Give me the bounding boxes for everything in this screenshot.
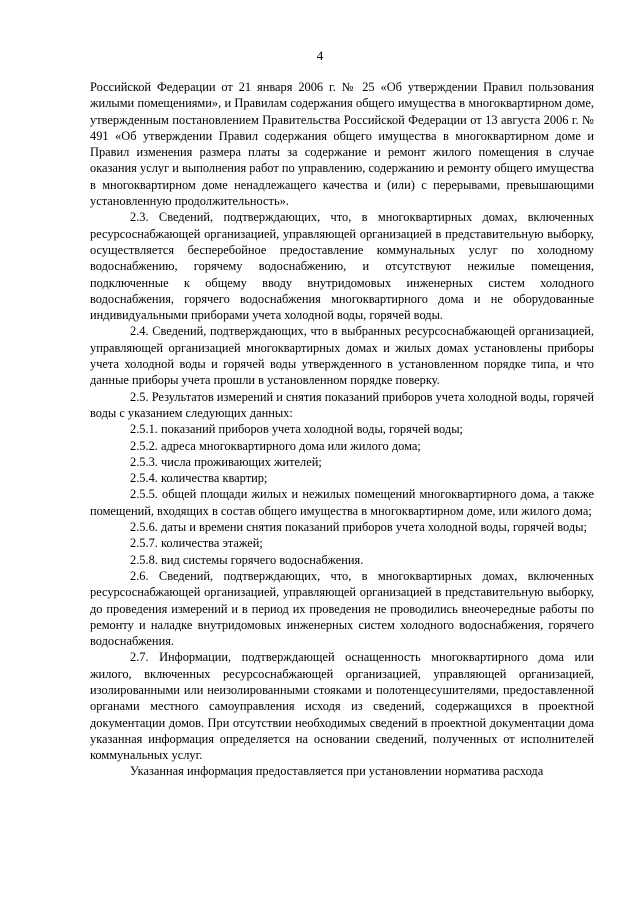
paragraph-2-5-3: 2.5.3. числа проживающих жителей; — [130, 454, 322, 469]
paragraph-2-5-4: 2.5.4. количества квартир; — [130, 471, 268, 486]
paragraph-2-4: 2.4. Сведений, подтверждающих, что в выбранных ресурсоснабжающей организацией, управляющей организацией многоквартирных домах и жилых домах установлены приборы учета холодной воды и горячей воды утвержденного в установленном порядке типа, и что данные приборы учета прошли в установленном порядке поверку. — [90, 324, 594, 388]
paragraph-2-7: 2.7. Информации, подтверждающей оснащенность многоквартирного дома или жилого, включенных ресурсоснабжающей организацией, управляющей организацией, изолированными или неизолированными стояками и полотенцесушителями, предоставленной органами местного самоуправления исходя из сведений, содержащихся в проектной документации домов. При отсутствии необходимых сведений в проектной документации дома указанная информация определяется на основании сведений, полученных от исполнителей коммунальных услуг. — [90, 650, 594, 763]
document-body — [90, 79, 594, 780]
paragraph-2-5-5: 2.5.5. общей площади жилых и нежилых помещений многоквартирного дома, а также помещений, входящих в состав общего имущества в многоквартирном доме, или жилого дома; — [90, 487, 594, 518]
paragraph-2-3: 2.3. Сведений, подтверждающих, что, в многоквартирных домах, включенных ресурсоснабжающей организацией, управляющей организацией в представительную выборку, осуществляется бесперебойное предоставление коммунальных услуг по холодному водоснабжению, горячему водоснабжению, и отсутствуют нежилые помещения, подключенные к общему вводу внутридомовых инженерных систем холодного водоснабжения, горячего водоснабжения многоквартирного дома и не оборудованные индивидуальными приборами учета холодной воды, горячей воды. — [90, 210, 594, 323]
paragraph-2-5-2: 2.5.2. адреса многоквартирного дома или жилого дома; — [130, 438, 421, 453]
paragraph-2-5-8: 2.5.8. вид системы горячего водоснабжения. — [130, 552, 364, 567]
paragraph-2-5-1: 2.5.1. показаний приборов учета холодной воды, горячей воды; — [130, 422, 463, 437]
paragraph-2-5: 2.5. Результатов измерений и снятия показаний приборов учета холодной воды, горячей воды с указанием следующих данных: — [90, 389, 594, 420]
paragraph-2-6: 2.6. Сведений, подтверждающих, что, в многоквартирных домах, включенных ресурсоснабжающей организацией, управляющей организацией в представительную выборку, до проведения измерений и в период их проведения не проводились внеочередные работы по ремонту и наладке внутридомовых инженерных систем холодного водоснабжения, горячего водоснабжения. — [90, 568, 594, 649]
paragraph-2-5-6: 2.5.6. даты и времени снятия показаний приборов учета холодной воды, горячей воды; — [130, 520, 587, 535]
page-number: 4 — [316, 48, 324, 63]
paragraph-continuation: Российской Федерации от 21 января 2006 г. № 25 «Об утверждении Правил пользования жилыми помещениями», и Правилам содержания общего имущества в многоквартирном доме, утвержденным постановлением Правительства Российской Федерации от 13 августа 2006 г. № 491 «Об утверждении Правил содержания общего имущества в многоквартирном доме и Правил изменения размера платы за содержание и ремонт жилого помещения в случае оказания услуг и выполнения работ по управлению, содержанию и ремонту общего имущества в многоквартирном доме ненадлежащего качества и (или) с перерывами, превышающими установленную продолжительность». — [90, 80, 594, 209]
paragraph-final: Указанная информация предоставляется при установлении норматива расхода — [130, 764, 544, 779]
paragraph-2-5-7: 2.5.7. количества этажей; — [130, 536, 263, 551]
